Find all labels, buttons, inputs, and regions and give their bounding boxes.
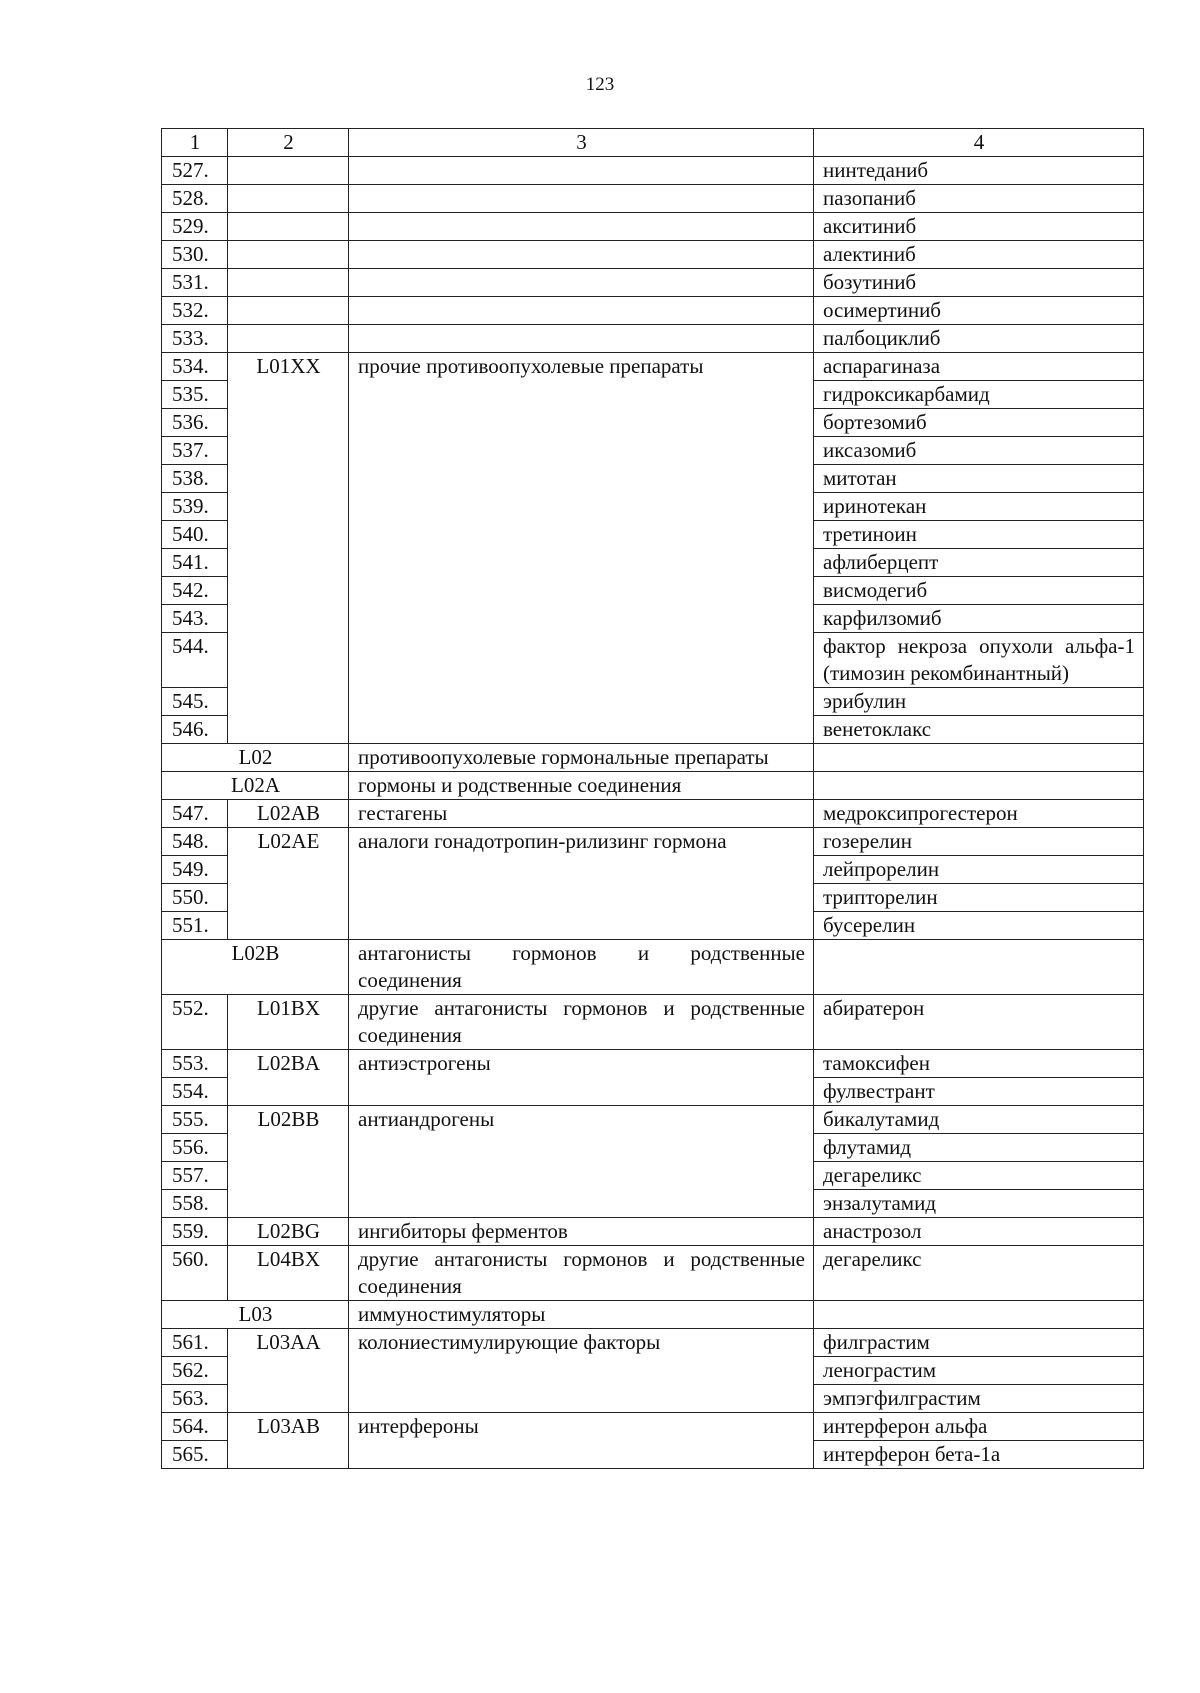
section-code-cell: L03 [162, 1301, 349, 1329]
group-name-cell: антагонисты гормонов и родственные соединения [349, 940, 814, 995]
row-number-cell: 539. [162, 493, 228, 521]
drug-name-cell: третиноин [814, 521, 1144, 549]
group-name-cell [349, 157, 814, 185]
row-number-cell: 538. [162, 465, 228, 493]
row-number-cell: 544. [162, 633, 228, 688]
drug-name-cell: карфилзомиб [814, 605, 1144, 633]
drug-name-cell: абиратерон [814, 995, 1144, 1050]
column-header: 2 [228, 129, 349, 157]
drug-name-cell: ленограстим [814, 1357, 1144, 1385]
drug-name-cell [814, 940, 1144, 995]
section-row [162, 940, 1144, 995]
row-number-cell: 552. [162, 995, 228, 1050]
drug-name-cell: фулвестрант [814, 1078, 1144, 1106]
row-number-cell: 527. [162, 157, 228, 185]
group-name-cell: гестагены [349, 800, 814, 828]
group-name-cell [349, 213, 814, 241]
atc-code-cell [228, 269, 349, 297]
group-name-cell: антиэстрогены [349, 1050, 814, 1106]
atc-code-cell: L02BB [228, 1106, 349, 1218]
atc-code-cell: L02AE [228, 828, 349, 940]
atc-code-cell [228, 157, 349, 185]
drug-name-cell: тамоксифен [814, 1050, 1144, 1078]
table-row [162, 353, 1144, 381]
row-number-cell: 534. [162, 353, 228, 381]
table-row [162, 185, 1144, 213]
drug-name-cell: алектиниб [814, 241, 1144, 269]
drug-name-cell: акситиниб [814, 213, 1144, 241]
row-number-cell: 528. [162, 185, 228, 213]
drug-name-cell: дегареликс [814, 1246, 1144, 1301]
drug-name-cell: бусерелин [814, 912, 1144, 940]
atc-code-cell: L03AB [228, 1413, 349, 1469]
group-name-cell: иммуностимуляторы [349, 1301, 814, 1329]
row-number-cell: 558. [162, 1190, 228, 1218]
drug-name-cell: иксазомиб [814, 437, 1144, 465]
group-name-cell: аналоги гонадотропин-рилизинг гормона [349, 828, 814, 940]
section-row [162, 772, 1144, 800]
drug-name-cell: аспарагиназа [814, 353, 1144, 381]
section-code-cell: L02 [162, 744, 349, 772]
atc-code-cell: L03AA [228, 1329, 349, 1413]
table-row [162, 1218, 1144, 1246]
table-row [162, 800, 1144, 828]
atc-code-cell [228, 325, 349, 353]
section-code-cell: L02B [162, 940, 349, 995]
drug-table [161, 128, 1144, 1469]
drug-name-cell: лейпрорелин [814, 856, 1144, 884]
column-header: 3 [349, 129, 814, 157]
group-name-cell [349, 269, 814, 297]
row-number-cell: 543. [162, 605, 228, 633]
drug-name-cell: интерферон альфа [814, 1413, 1144, 1441]
drug-name-cell: палбоциклиб [814, 325, 1144, 353]
atc-code-cell: L02BA [228, 1050, 349, 1106]
drug-name-cell [814, 744, 1144, 772]
atc-code-cell [228, 297, 349, 325]
group-name-cell: другие антагонисты гормонов и родственные соединения [349, 995, 814, 1050]
table-row [162, 1246, 1144, 1301]
atc-code-cell: L02BG [228, 1218, 349, 1246]
table-row [162, 828, 1144, 856]
row-number-cell: 560. [162, 1246, 228, 1301]
group-name-cell [349, 241, 814, 269]
section-code-cell: L02A [162, 772, 349, 800]
drug-name-cell: митотан [814, 465, 1144, 493]
row-number-cell: 563. [162, 1385, 228, 1413]
drug-name-cell: нинтеданиб [814, 157, 1144, 185]
drug-name-cell: филграстим [814, 1329, 1144, 1357]
drug-name-cell: эмпэгфилграстим [814, 1385, 1144, 1413]
drug-name-cell: иринотекан [814, 493, 1144, 521]
drug-name-cell: трипторелин [814, 884, 1144, 912]
drug-name-cell: дегареликс [814, 1162, 1144, 1190]
column-header: 4 [814, 129, 1144, 157]
group-name-cell: ингибиторы ферментов [349, 1218, 814, 1246]
drug-name-cell [814, 1301, 1144, 1329]
table-row [162, 1329, 1144, 1357]
drug-name-cell: афлиберцепт [814, 549, 1144, 577]
row-number-cell: 540. [162, 521, 228, 549]
row-number-cell: 546. [162, 716, 228, 744]
atc-code-cell [228, 213, 349, 241]
drug-name-cell: венетоклакс [814, 716, 1144, 744]
group-name-cell: другие антагонисты гормонов и родственные соединения [349, 1246, 814, 1301]
group-name-cell [349, 297, 814, 325]
table-row [162, 1106, 1144, 1134]
row-number-cell: 559. [162, 1218, 228, 1246]
row-number-cell: 551. [162, 912, 228, 940]
table-row [162, 995, 1144, 1050]
row-number-cell: 535. [162, 381, 228, 409]
row-number-cell: 530. [162, 241, 228, 269]
group-name-cell [349, 325, 814, 353]
group-name-cell: интерфероны [349, 1413, 814, 1469]
row-number-cell: 533. [162, 325, 228, 353]
row-number-cell: 557. [162, 1162, 228, 1190]
drug-name-cell: энзалутамид [814, 1190, 1144, 1218]
page-number: 123 [585, 74, 615, 95]
drug-name-cell: интерферон бета-1а [814, 1441, 1144, 1469]
atc-code-cell: L01BX [228, 995, 349, 1050]
atc-code-cell [228, 241, 349, 269]
row-number-cell: 545. [162, 688, 228, 716]
table-row [162, 1050, 1144, 1078]
table-row [162, 297, 1144, 325]
row-number-cell: 565. [162, 1441, 228, 1469]
drug-name-cell: фактор некроза опухоли альфа-1 (тимозин рекомбинантный) [814, 633, 1144, 688]
row-number-cell: 529. [162, 213, 228, 241]
group-name-cell: гормоны и родственные соединения [349, 772, 814, 800]
drug-name-cell: анастрозол [814, 1218, 1144, 1246]
row-number-cell: 531. [162, 269, 228, 297]
atc-code-cell: L04BX [228, 1246, 349, 1301]
group-name-cell: противоопухолевые гормональные препараты [349, 744, 814, 772]
row-number-cell: 555. [162, 1106, 228, 1134]
table-row [162, 213, 1144, 241]
drug-name-cell: гидроксикарбамид [814, 381, 1144, 409]
row-number-cell: 556. [162, 1134, 228, 1162]
group-name-cell [349, 185, 814, 213]
table-row [162, 269, 1144, 297]
row-number-cell: 561. [162, 1329, 228, 1357]
table-row [162, 1413, 1144, 1441]
drug-name-cell: бортезомиб [814, 409, 1144, 437]
drug-name-cell: эрибулин [814, 688, 1144, 716]
row-number-cell: 549. [162, 856, 228, 884]
drug-name-cell: гозерелин [814, 828, 1144, 856]
row-number-cell: 564. [162, 1413, 228, 1441]
drug-name-cell [814, 772, 1144, 800]
group-name-cell: колониестимулирующие факторы [349, 1329, 814, 1413]
drug-name-cell: пазопаниб [814, 185, 1144, 213]
table-row [162, 325, 1144, 353]
drug-name-cell: осимертиниб [814, 297, 1144, 325]
group-name-cell: антиандрогены [349, 1106, 814, 1218]
row-number-cell: 537. [162, 437, 228, 465]
drug-name-cell: медроксипрогестерон [814, 800, 1144, 828]
drug-name-cell: бозутиниб [814, 269, 1144, 297]
row-number-cell: 554. [162, 1078, 228, 1106]
row-number-cell: 536. [162, 409, 228, 437]
row-number-cell: 553. [162, 1050, 228, 1078]
atc-code-cell: L02AB [228, 800, 349, 828]
drug-name-cell: флутамид [814, 1134, 1144, 1162]
row-number-cell: 532. [162, 297, 228, 325]
row-number-cell: 541. [162, 549, 228, 577]
atc-code-cell [228, 185, 349, 213]
table-row [162, 157, 1144, 185]
table-header-row [162, 129, 1144, 157]
group-name-cell: прочие противоопухолевые препараты [349, 353, 814, 744]
drug-name-cell: бикалутамид [814, 1106, 1144, 1134]
column-header: 1 [162, 129, 228, 157]
section-row [162, 744, 1144, 772]
section-row [162, 1301, 1144, 1329]
atc-code-cell: L01XX [228, 353, 349, 744]
row-number-cell: 550. [162, 884, 228, 912]
row-number-cell: 548. [162, 828, 228, 856]
table-row [162, 241, 1144, 269]
row-number-cell: 562. [162, 1357, 228, 1385]
drug-name-cell: висмодегиб [814, 577, 1144, 605]
row-number-cell: 542. [162, 577, 228, 605]
row-number-cell: 547. [162, 800, 228, 828]
